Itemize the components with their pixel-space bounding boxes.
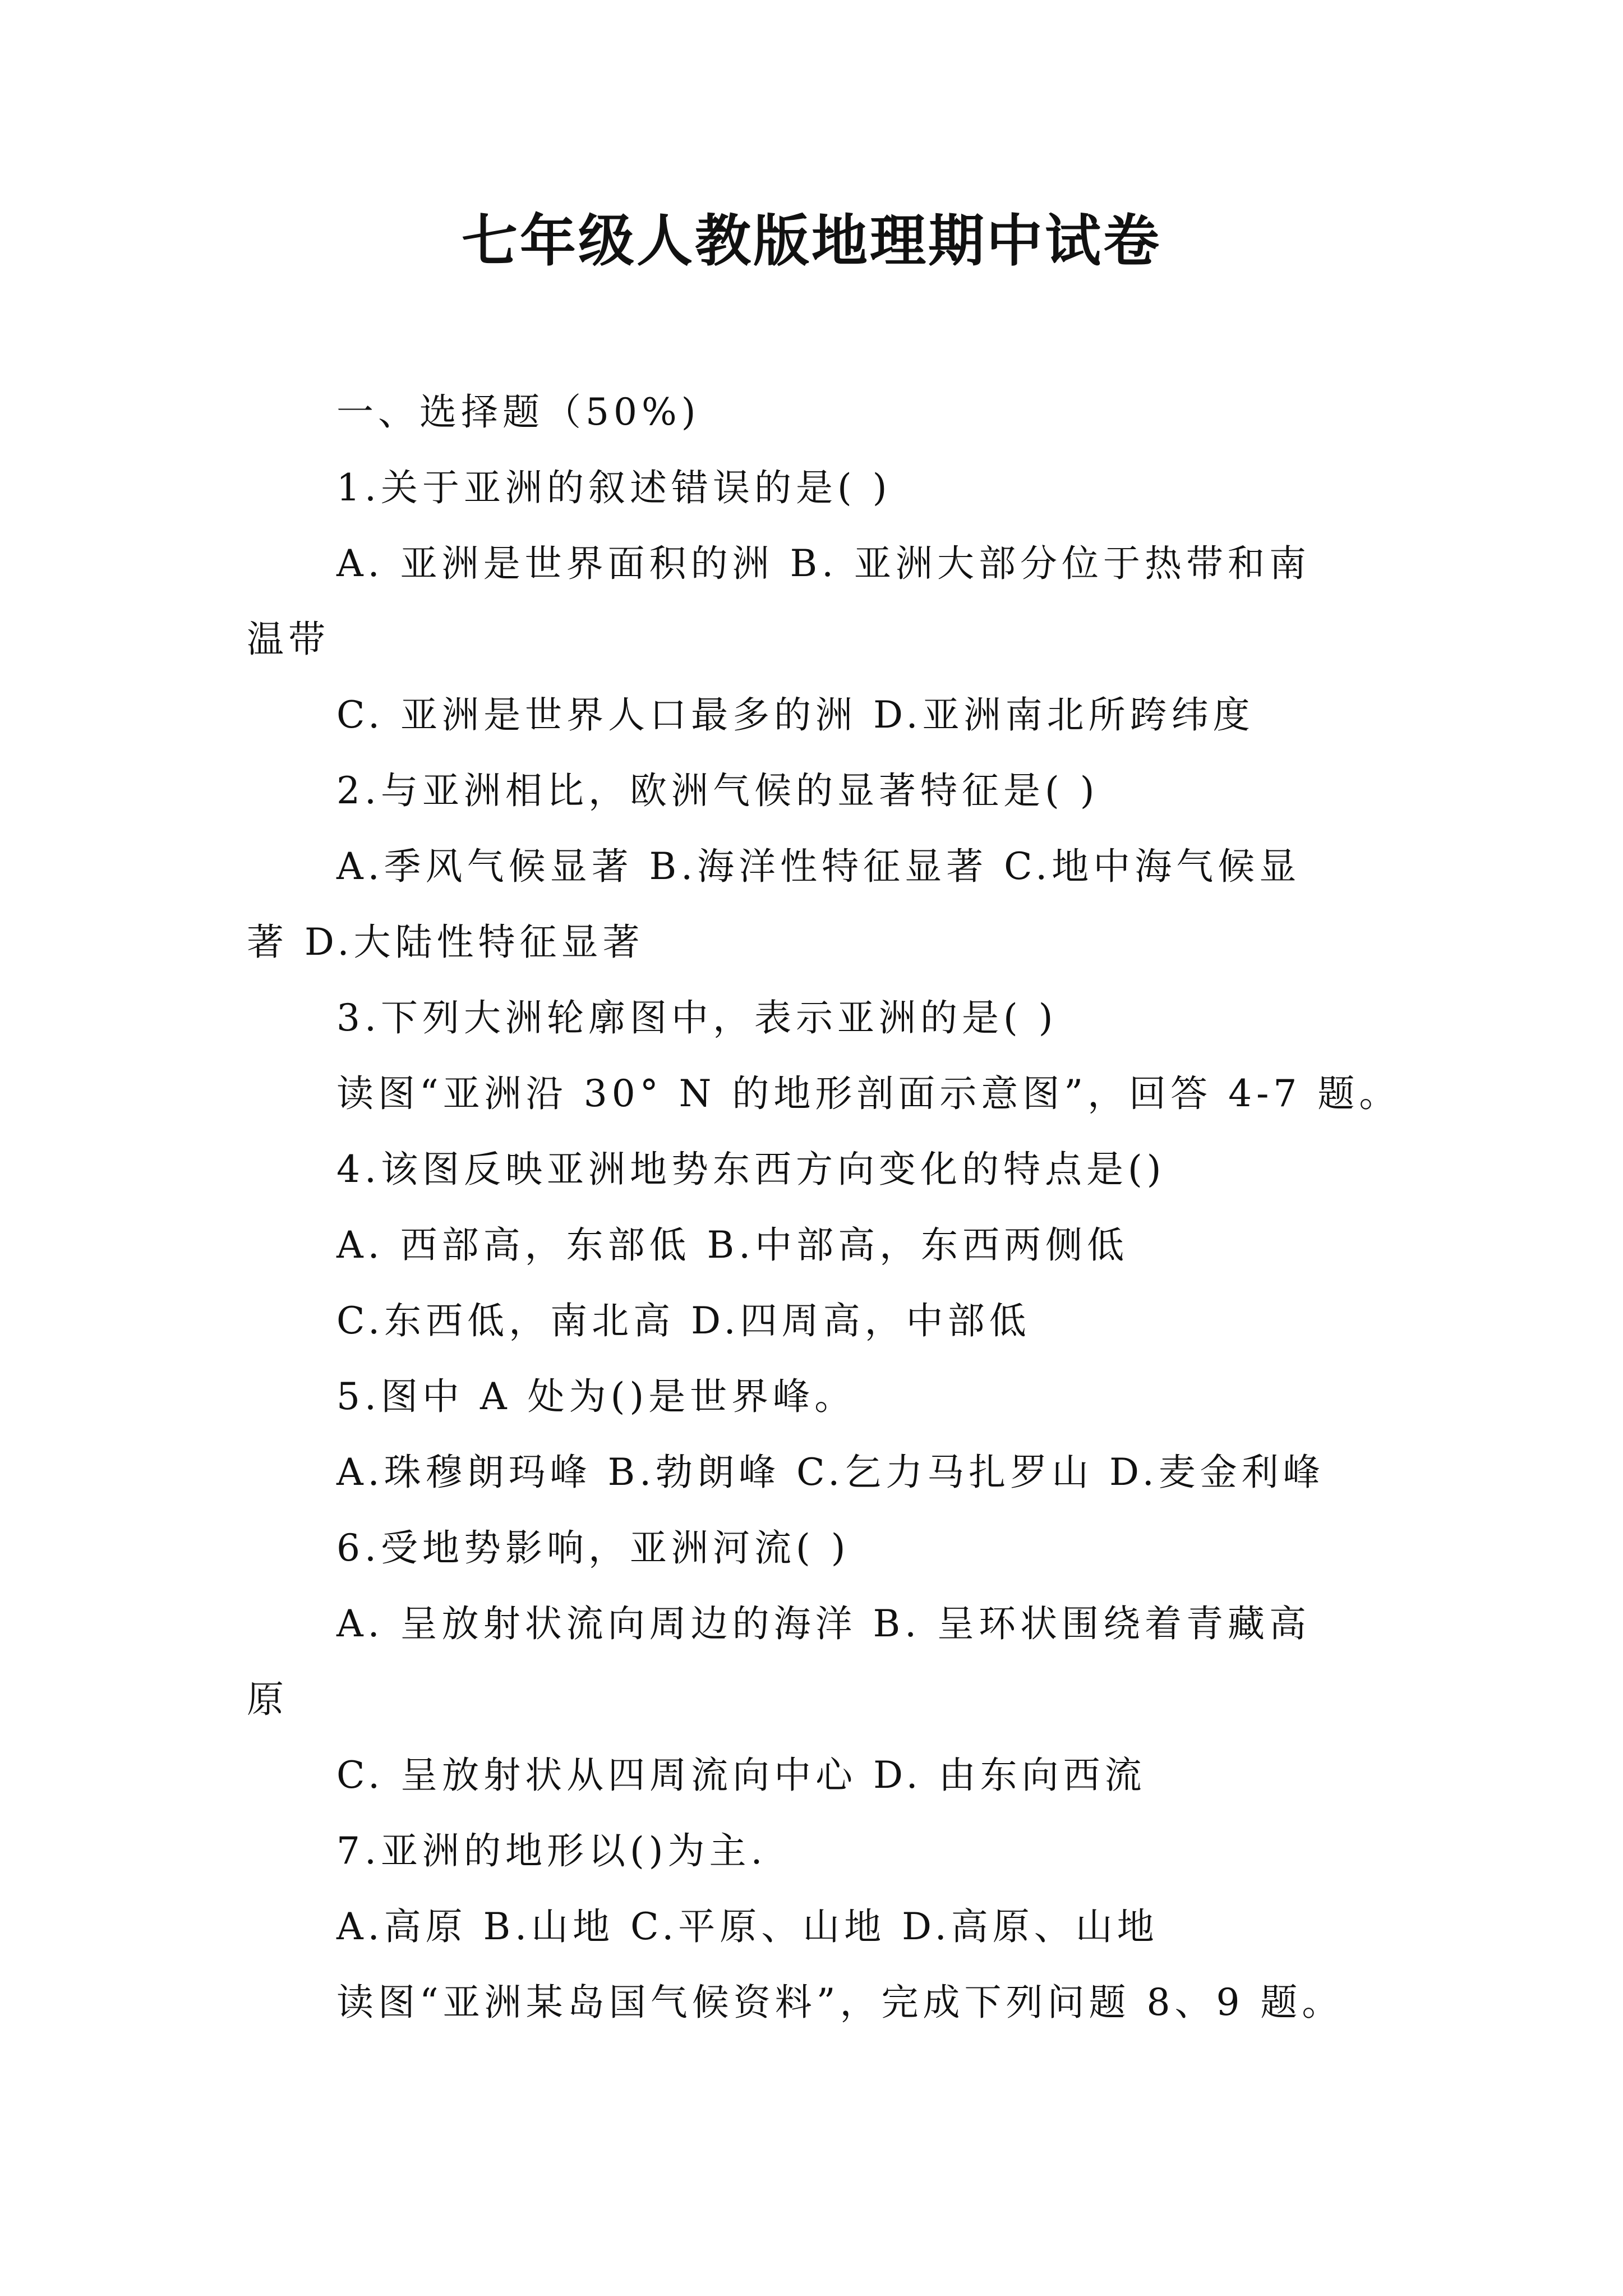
reading-instruction-2: 读图“亚洲某岛国气候资料”，完成下列问题 8、9 题。 (336, 1981, 1344, 2024)
section-heading: 一、选择题（50%) (336, 390, 700, 434)
question-4-options: A. 西部高，东部低 B.中部高，东西两侧低 (336, 1223, 1129, 1267)
question-4-options-2: C.东西低，南北高 D.四周高，中部低 (336, 1299, 1031, 1342)
reading-instruction-1: 读图“亚洲沿 30° N 的地形剖面示意图”，回答 4-7 题。 (336, 1072, 1401, 1115)
question-6-options: A. 呈放射状流向周边的海洋 B. 呈环状围绕着青藏高 (336, 1602, 1311, 1645)
question-6: 6.受地势影响，亚洲河流( ) (336, 1526, 850, 1570)
question-6-options-2: C. 呈放射状从四周流向中心 D. 由东向西流 (336, 1754, 1146, 1797)
question-3: 3.下列大洲轮廓图中，表示亚洲的是( ) (336, 996, 1058, 1039)
question-1: 1.关于亚洲的叙述错误的是( ) (336, 466, 892, 509)
question-4: 4.该图反映亚洲地势东西方向变化的特点是() (336, 1148, 1166, 1191)
question-1-options-cont: 温带 (247, 618, 330, 661)
question-1-options-2: C. 亚洲是世界人口最多的洲 D.亚洲南北所跨纬度 (336, 693, 1255, 737)
document-title: 七年级人教版地理期中试卷 (462, 208, 1161, 274)
question-2: 2.与亚洲相比，欧洲气候的显著特征是( ) (336, 769, 1099, 812)
question-7: 7.亚洲的地形以()为主. (336, 1829, 767, 1872)
question-6-options-cont: 原 (247, 1678, 288, 1721)
question-5: 5.图中 A 处为()是世界峰。 (336, 1375, 856, 1418)
question-5-options: A.珠穆朗玛峰 B.勃朗峰 C.乞力马扎罗山 D.麦金利峰 (336, 1451, 1325, 1494)
question-1-options: A. 亚洲是世界面积的洲 B. 亚洲大部分位于热带和南 (336, 542, 1311, 585)
question-7-options: A.高原 B.山地 C.平原、山地 D.高原、山地 (336, 1905, 1159, 1948)
question-2-options-cont: 著 D.大陆性特征显著 (247, 921, 644, 964)
question-2-options: A.季风气候显著 B.海洋性特征显著 C.地中海气候显 (336, 845, 1301, 888)
